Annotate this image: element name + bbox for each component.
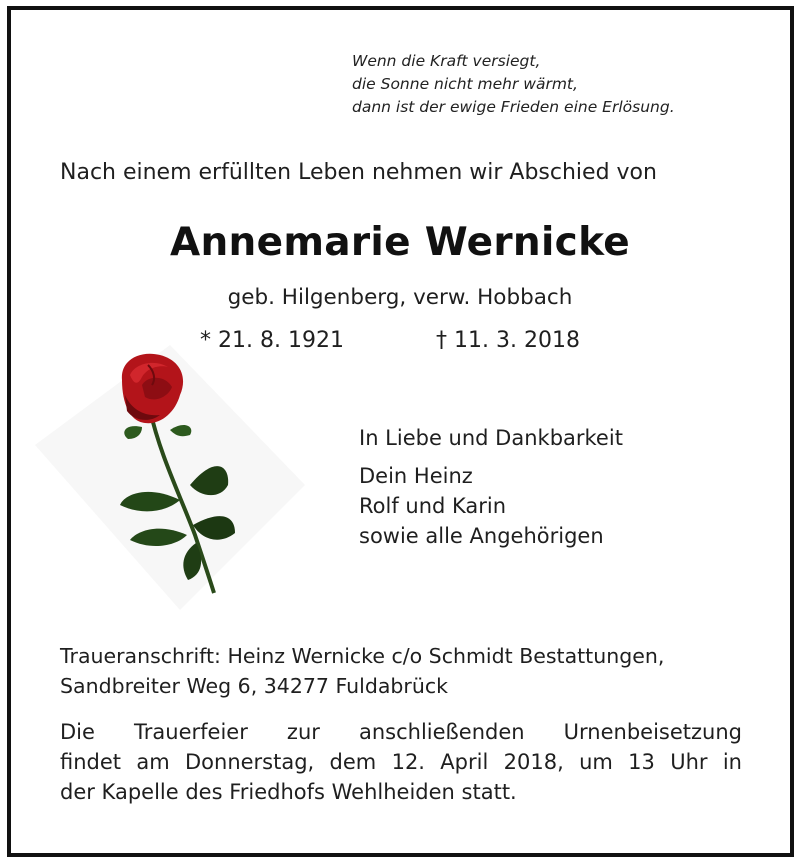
intro-text: Nach einem erfüllten Leben nehmen wir Abschied von bbox=[60, 160, 657, 185]
ceremony-info bbox=[60, 717, 742, 807]
thanks-line: In Liebe und Dankbarkeit bbox=[359, 426, 623, 450]
mourner-name: Dein Heinz bbox=[359, 464, 473, 488]
deceased-name: Annemarie Wernicke bbox=[169, 220, 631, 265]
address-line: Sandbreiter Weg 6, 34277 Fuldabrück bbox=[60, 674, 448, 698]
birth-name: geb. Hilgenberg, verw. Hobbach bbox=[227, 285, 573, 310]
mourner-name: sowie alle Angehörigen bbox=[359, 524, 604, 548]
poem bbox=[352, 50, 675, 119]
mourner-name: Rolf und Karin bbox=[359, 494, 507, 518]
poem-line: Wenn die Kraft versiegt, bbox=[352, 52, 541, 70]
birth-date: * 21. 8. 1921 bbox=[200, 328, 344, 353]
poem-line: dann ist der ewige Frieden eine Erlösung. bbox=[352, 98, 675, 116]
ceremony-line: der Kapelle des Friedhofs Wehlheiden statt. bbox=[60, 780, 517, 804]
ceremony-line: findet am Donnerstag, dem 12. April 2018, um 13 Uhr in bbox=[60, 750, 742, 774]
poem-line: die Sonne nicht mehr wärmt, bbox=[352, 75, 578, 93]
mourning-address bbox=[60, 641, 664, 701]
mourners-block bbox=[359, 423, 623, 551]
ceremony-line: Die Trauerfeier zur anschließenden Urnenbeisetzung bbox=[60, 720, 742, 744]
address-line: Traueranschrift: Heinz Wernicke c/o Schmidt Bestattungen, bbox=[60, 644, 665, 668]
rose-image bbox=[30, 335, 310, 615]
death-date: † 11. 3. 2018 bbox=[436, 328, 580, 353]
